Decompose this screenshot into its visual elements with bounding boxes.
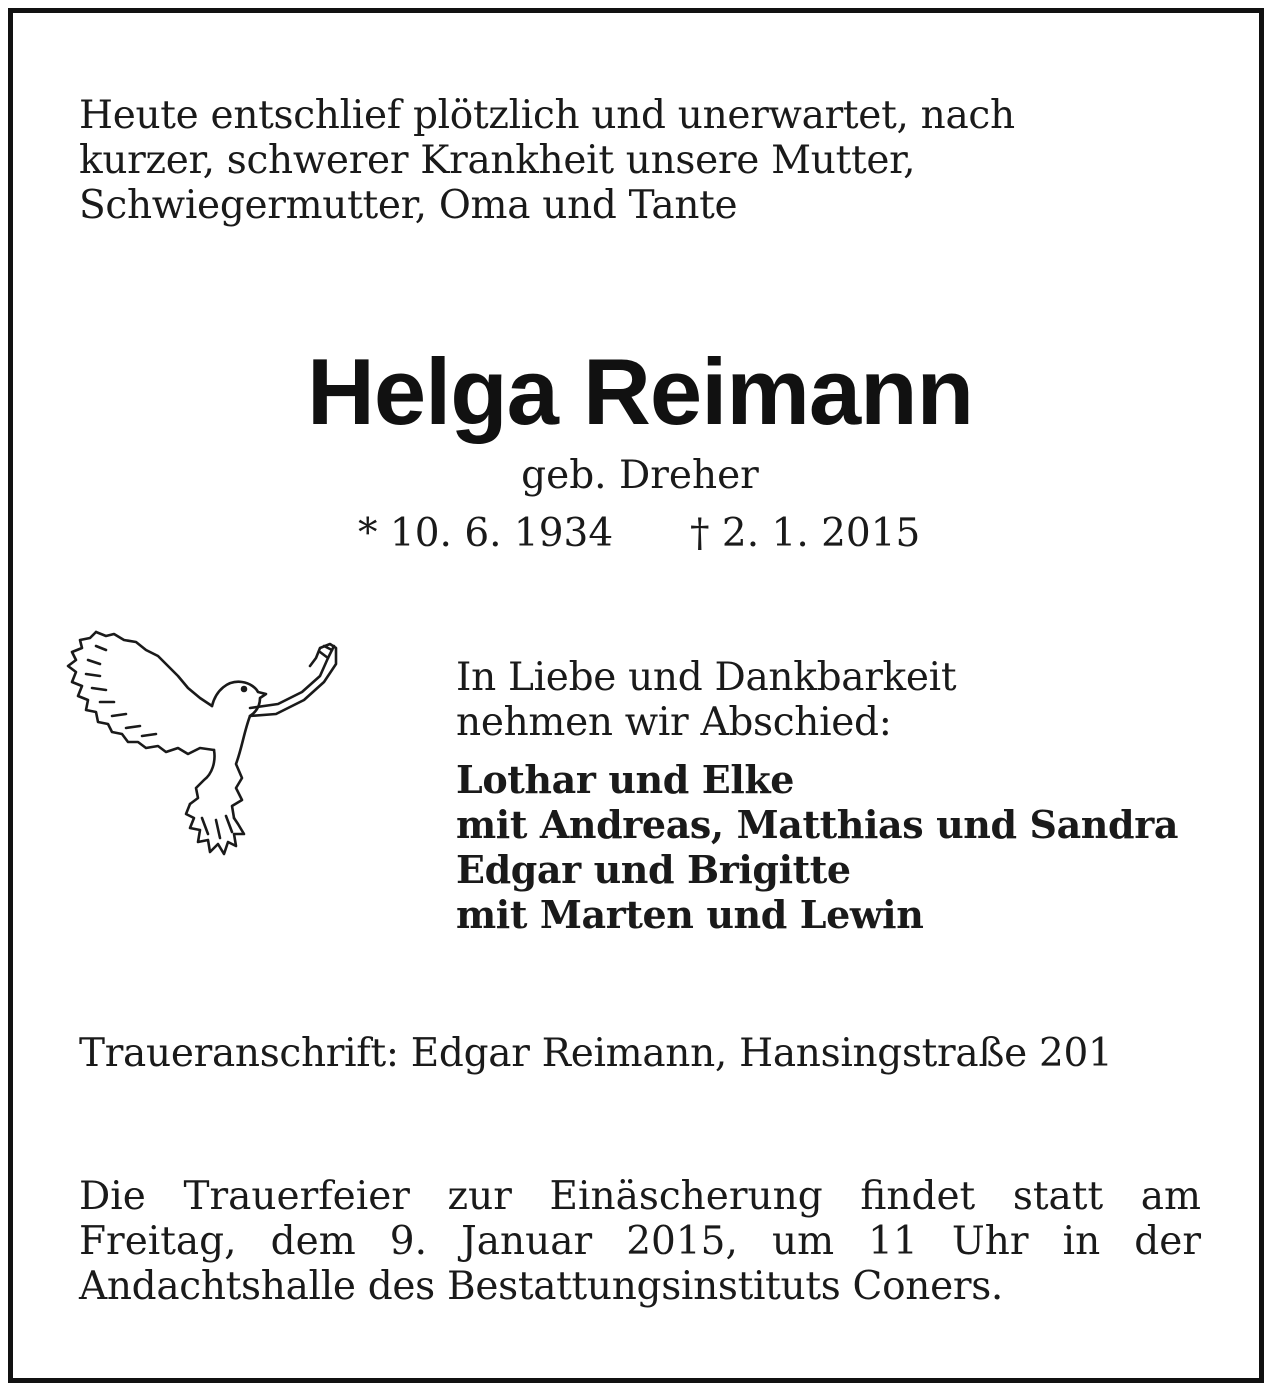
dove-icon — [66, 628, 340, 860]
service-info — [79, 1174, 1201, 1309]
farewell-text — [456, 655, 956, 745]
intro-line-3: Schwiegermutter, Oma und Tante — [79, 183, 738, 228]
service-line-3: Andachtshalle des Bestattungsinstituts Coners. — [79, 1264, 1004, 1309]
death-date: † 2. 1. 2015 — [690, 511, 921, 556]
family-line: mit Andreas, Matthias und Sandra — [456, 802, 1179, 847]
farewell-line-2: nehmen wir Abschied: — [456, 700, 892, 745]
family-line: Lothar und Elke — [456, 757, 795, 802]
intro-line-1: Heute entschlief plötzlich und unerwartet, nach — [79, 93, 1015, 138]
family-line: Edgar und Brigitte — [456, 847, 851, 892]
farewell-line-1: In Liebe und Dankbarkeit — [456, 655, 957, 700]
deceased-name: Helga Reimann — [306, 339, 974, 444]
family-line: mit Marten und Lewin — [456, 892, 924, 937]
maiden-name: geb. Dreher — [521, 453, 759, 498]
service-line-1: Die Trauerfeier zur Einäscherung findet statt am — [79, 1174, 1201, 1219]
family-list — [456, 757, 1178, 937]
mourning-address: Traueranschrift: Edgar Reimann, Hansingstraße 201 — [79, 1031, 1113, 1076]
intro-line-2: kurzer, schwerer Krankheit unsere Mutter, — [79, 138, 916, 183]
service-line-2: Freitag, dem 9. Januar 2015, um 11 Uhr in der — [79, 1219, 1201, 1264]
intro-text — [79, 93, 1199, 228]
birth-date: * 10. 6. 1934 — [358, 511, 614, 556]
